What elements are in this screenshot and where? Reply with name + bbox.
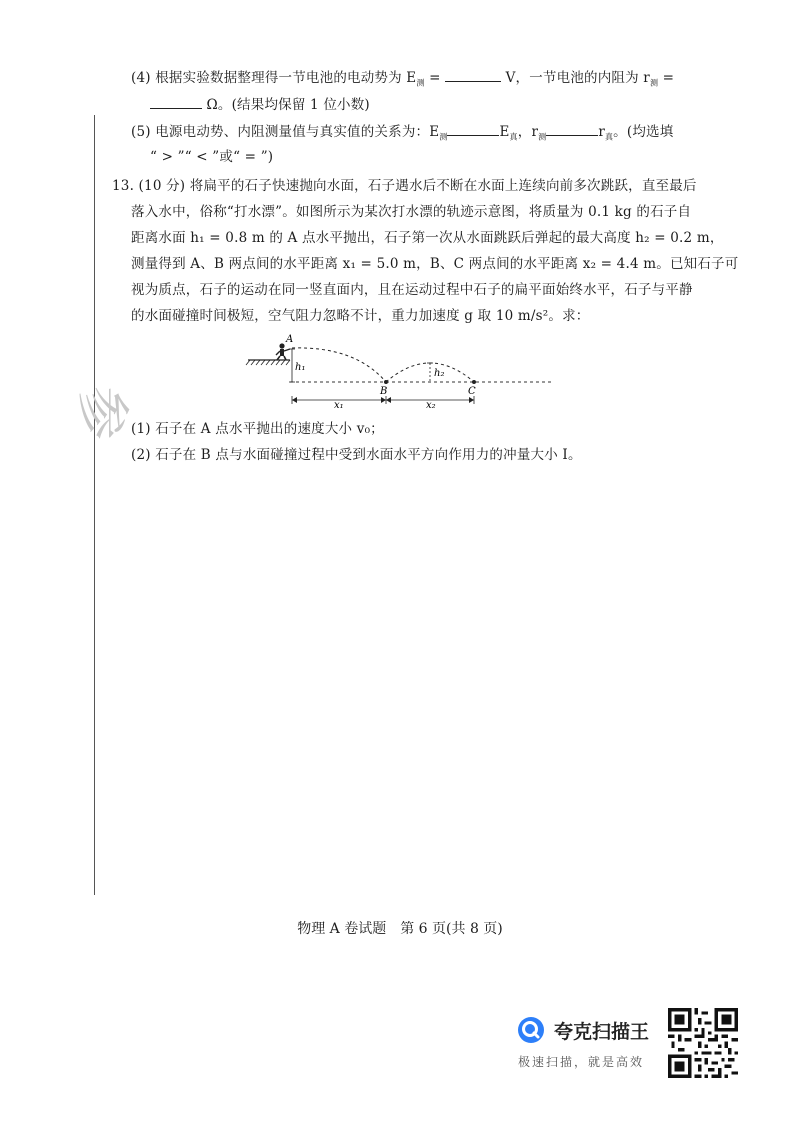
answer-blank[interactable]	[445, 67, 501, 82]
qr-code-icon	[668, 1008, 738, 1078]
q12-part5-line2: “ > ”“ < ”或“ = ”)	[150, 149, 274, 165]
margin-rule	[94, 115, 95, 895]
q13-subquestion-1: (1) 石子在 A 点水平抛出的速度大小 v₀；	[131, 421, 384, 437]
q13-stem-line4: 测量得到 A、B 两点间的水平距离 x₁ = 5.0 m，B、C 两点间的水平距离 x₂ = 4.4 m。已知石子可	[131, 256, 739, 272]
page-footer: 物理 A 卷试题 第 6 页(共 8 页)	[297, 921, 503, 937]
q13-stem-line2: 落入水中，俗称“打水漂”。如图所示为某次打水漂的轨迹示意图，将质量为 0.1 kg 的石子自	[131, 204, 692, 220]
q12-part5-line1: (5) 电源电动势、内阻测量值与真实值的关系为：$E_测$ $E_真$，$r_测$ $r_真$。(均选填	[131, 121, 673, 147]
answer-blank[interactable]	[447, 121, 499, 136]
label-x2: x₂	[426, 400, 436, 411]
q12-part4-line2: Ω。(结果均保留 1 位小数)	[150, 94, 370, 114]
svg-text:参: 参	[71, 386, 134, 440]
q13-stem-line1: 13. (10 分) 将扁平的石子快速抛向水面，石子遇水后不断在水面上连续向前多次跳跃，直至最后	[112, 178, 697, 194]
q13-stem-line6: 的水面碰撞时间极短，空气阻力忽略不计，重力加速度 g 取 10 m/s²。求：	[131, 308, 590, 324]
thrower-figure-icon	[276, 343, 290, 360]
q12-part4-line1: (4) 根据实验数据整理得一节电池的电动势为 $E_测 = V$，一节电池的内阻为 $r_测$ =	[131, 67, 674, 93]
q13-stem-line5: 视为质点，石子的运动在同一竖直面内，且在运动过程中石子的扁平面始终水平，石子与平静	[131, 282, 693, 298]
q13-stem-line3: 距离水面 h₁ = 0.8 m 的 A 点水平抛出，石子第一次从水面跳跃后弹起的最大高度 h₂ = 0.2 m，	[131, 230, 724, 246]
answer-blank[interactable]	[546, 121, 598, 136]
label-b: B	[380, 386, 388, 397]
label-h2: h₂	[434, 368, 445, 379]
trajectory-figure	[240, 330, 570, 410]
answer-blank[interactable]	[150, 94, 202, 109]
label-a: A	[286, 334, 294, 345]
label-c: C	[468, 386, 476, 397]
scanner-app-name: 夸克扫描王	[554, 1021, 650, 1043]
q13-subquestion-2: (2) 石子在 B 点与水面碰撞过程中受到水面水平方向作用力的冲量大小 I。	[131, 447, 582, 463]
scanner-slogan: 极速扫描，就是高效	[518, 1055, 645, 1069]
label-x1: x₁	[334, 400, 344, 411]
watermark-stamp	[64, 358, 134, 468]
label-h1: h₁	[295, 362, 306, 373]
quark-logo-icon	[516, 1015, 546, 1045]
